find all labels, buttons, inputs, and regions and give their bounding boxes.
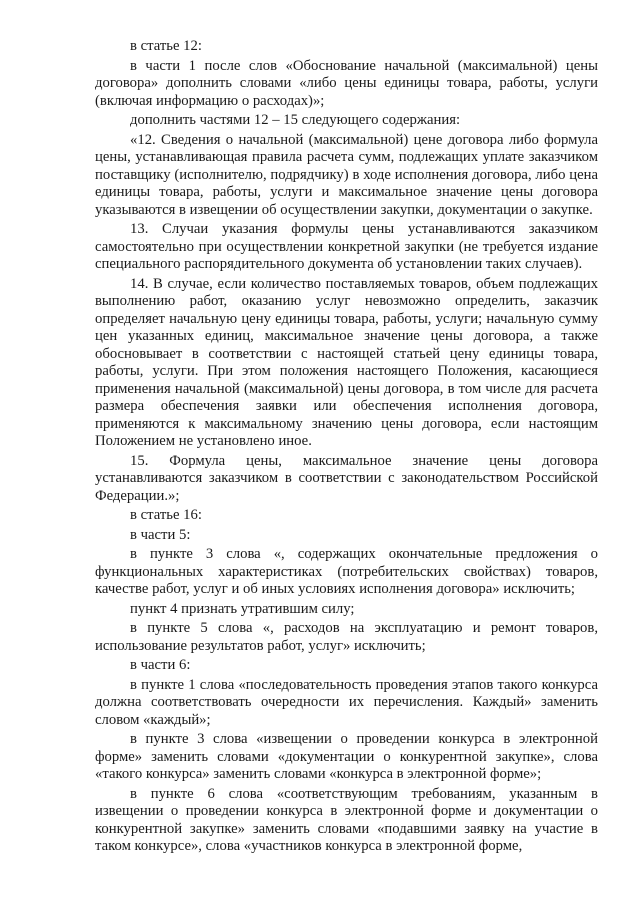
paragraph: пункт 4 признать утратившим силу; <box>130 600 355 617</box>
paragraph: в пункте 3 слова «извещении о проведении конкурса в электронной форме» заменить словами «документации о конкурентной закупке», слова «такого конкурса» заменить словами «конкурса в электронной форме»; <box>95 731 598 782</box>
document-page <box>95 38 598 856</box>
paragraph: 15. Формула цены, максимальное значение цены договора устанавливаются заказчиком в соответствии с законодательством Российской Федерации.»; <box>95 452 598 504</box>
paragraph: в пункте 1 слова «последовательность проведения этапов такого конкурса должна соответствовать очередности их перечисления. Каждый» заменить словом «каждый»; <box>95 676 598 728</box>
paragraph: в статье 16: <box>130 507 202 523</box>
paragraph: 13. Случаи указания формулы цены устанавливаются заказчиком самостоятельно при осуществлении конкретной закупки (не требуется издание специального распорядительного документа об установлении таких случаев). <box>95 221 598 272</box>
paragraph: в части 1 после слов «Обоснование начальной (максимальной) цены договора» дополнить словами «либо цены единицы товара, работы, услуги (включая информацию о расходах)»; <box>95 57 598 109</box>
paragraph: в статье 12: <box>130 38 202 54</box>
paragraph: в пункте 3 слова «, содержащих окончательные предложения о функциональных характеристиках (потребительских свойствах) товаров, качестве работ, услуг и об иных условиях исполнения договора» исключить; <box>95 546 598 597</box>
paragraph: 14. В случае, если количество поставляемых товаров, объем подлежащих выполнению работ, оказанию услуг невозможно определить, заказчик определяет начальную цену единицы товара, работы, услуги; начальную сумму цен указанных единиц, максимальное значение цены договора, а также обосновывает в соответствии с настоящей статьей цену единицы товара, работы, услуги. При этом положения настоящего Положения, касающиеся применения начальной (максимальной) цены договора, в том числе для расчета размера обеспечения заявки или обеспечения исполнения договора, применяются к максимальному значению цены договора, если настоящим Положением не установлено иное. <box>95 275 598 449</box>
paragraph: в части 6: <box>130 657 191 673</box>
paragraph: в пункте 6 слова «соответствующим требованиям, указанным в извещении о проведении конкурса в электронной форме и документации о конкурентной закупке» заменить словами «подавшими заявку на участие в таком конкурсе», слова «участников конкурса в электронной форме, <box>95 785 598 854</box>
paragraph: «12. Сведения о начальной (максимальной) цене договора либо формула цены, устанавливающая правила расчета сумм, подлежащих уплате заказчиком поставщику (исполнителю, подрядчику) в ходе исполнения договора, либо цена единицы товара, работы, услуги и максимальное значение цены договора указываются в извещении об осуществлении закупки, документации о закупке. <box>95 131 598 218</box>
paragraph: дополнить частями 12 – 15 следующего содержания: <box>130 112 461 128</box>
paragraph: в части 5: <box>130 526 191 543</box>
paragraph: в пункте 5 слова «, расходов на эксплуатацию и ремонт товаров, использование результатов работ, услуг» исключить; <box>95 620 598 654</box>
